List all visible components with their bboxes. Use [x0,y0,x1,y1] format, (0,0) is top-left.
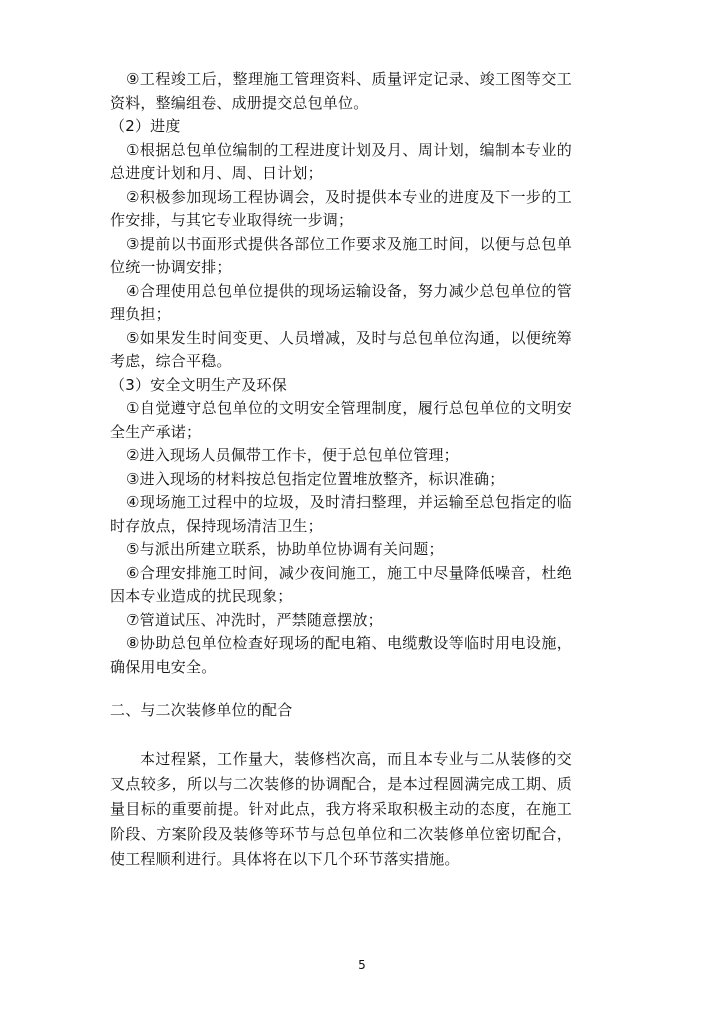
paragraph-safety-5: ⑤与派出所建立联系，协助单位协调有关问题； [126,540,444,558]
paragraph-progress-2: ②积极参加现场工程协调会，及时提供本专业的进度及下一步的工作安排，与其它专业取得统一步调； [110,187,572,229]
paragraph-safety-6: ⑥合理安排施工时间，减少夜间施工，施工中尽量降低噪音，杜绝因本专业造成的扰民现象； [110,563,572,605]
paragraph-safety-7: ⑦管道试压、冲洗时，严禁随意摆放； [126,610,383,629]
paragraph-progress-1: ①根据总包单位编制的工程进度计划及月、周计划，编制本专业的总进度计划和月、周、日计划； [110,140,572,182]
paragraph-safety-3: ③进入现场的材料按总包指定位置堆放整齐，标识准确； [126,469,505,488]
heading-progress: （2）进度 [110,117,181,135]
paragraph-safety-8: ⑧协助总包单位检查好现场的配电箱、电缆敷设等临时用电设施，确保用电安全。 [110,634,572,676]
document-body [110,68,572,872]
paragraph-progress-5: ⑤如果发生时间变更、人员增减，及时与总包单位沟通，以便统筹考虑，综合平稳。 [110,328,572,370]
paragraph-progress-3: ③提前以书面形式提供各部位工作要求及施工时间，以便与总包单位统一协调安排； [110,234,572,276]
paragraph-progress-4: ④合理使用总包单位提供的现场运输设备，努力减少总包单位的管理负担； [110,281,572,323]
paragraph-safety-4: ④现场施工过程中的垃圾，及时清扫整理，并运输至总包指定的临时存放点，保持现场清洁卫生； [110,493,572,535]
paragraph-safety-2: ②进入现场人员佩带工作卡，便于总包单位管理； [126,446,459,464]
paragraph-completion-handover: ⑨工程竣工后，整理施工管理资料、质量评定记录、竣工图等交工资料，整编组卷、成册提交总包单位。 [110,70,572,112]
paragraph-safety-1: ①自觉遵守总包单位的文明安全管理制度，履行总包单位的文明安全生产承诺； [110,399,572,441]
section-title: 二、与二次装修单位的配合 [110,701,293,719]
section-body-paragraph: 本过程紧，工作量大，装修档次高，而且本专业与二从装修的交叉点较多，所以与二次装修的协调配合，是本过程圆满完成工期、质量目标的重要前提。针对此点，我方将采取积极主动的态度，在施工阶段、方案阶段及装修等环节与总包单位和二次装修单位密切配合，使工程顺利进行。具体将在以下几个环节落实措施。 [110,749,572,868]
page-number: 5 [358,958,366,972]
heading-safety-environment: （3）安全文明生产及环保 [110,375,287,394]
